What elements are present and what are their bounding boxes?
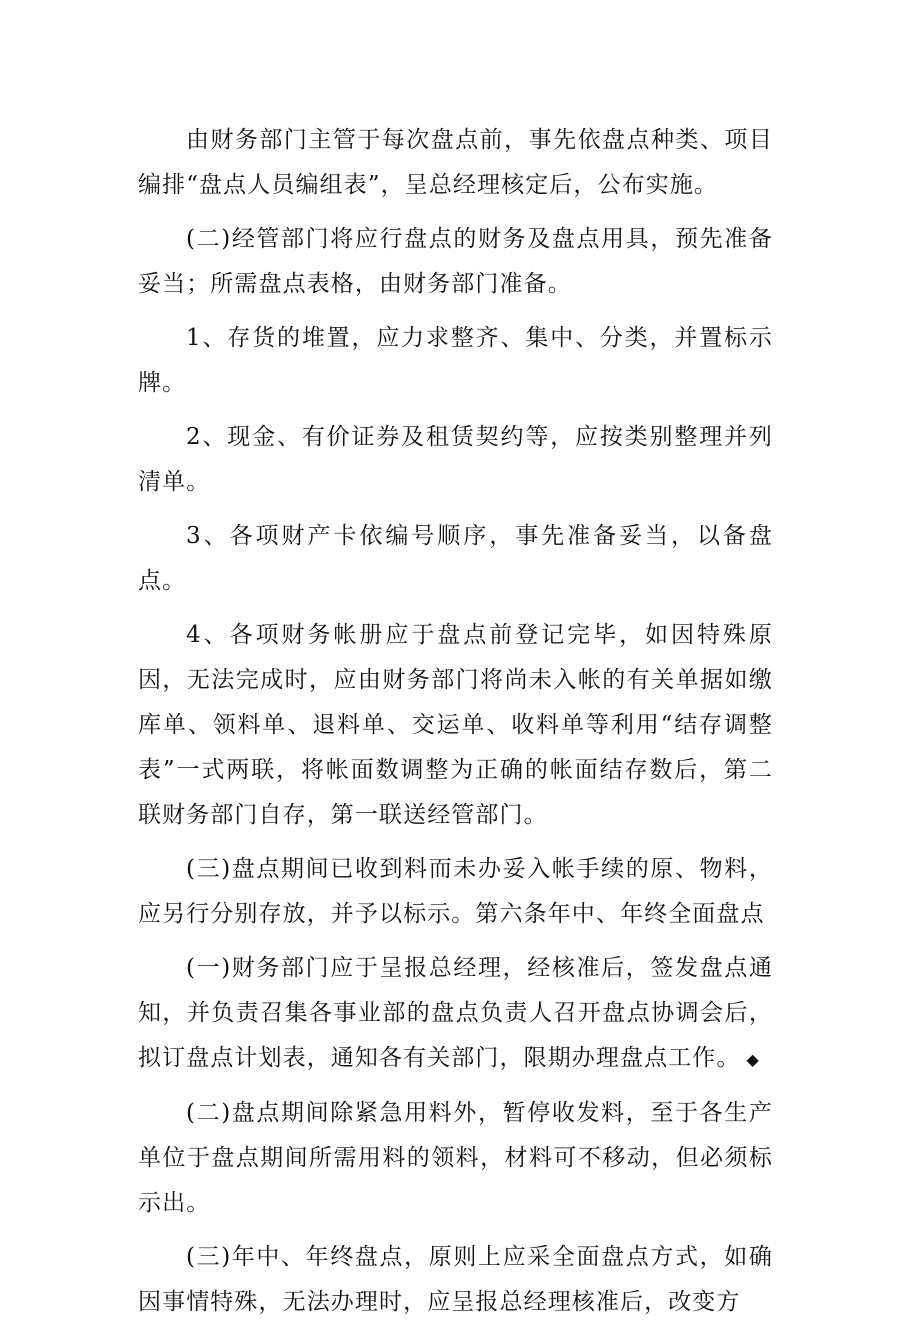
paragraph-7: (三)盘点期间已收到料而未办妥入帐手续的原、物料，应另行分别存放，并予以标示。第六条年中、年终全面盘点	[138, 856, 773, 927]
diamond-bullet-icon: ◆	[746, 1050, 760, 1069]
paragraph-1: 由财务部门主管于每次盘点前，事先依盘点种类、项目编排“盘点人员编组表”，呈总经理核定后，公布实施。	[138, 127, 773, 198]
paragraph-6: 4、各项财务帐册应于盘点前登记完毕，如因特殊原因，无法完成时，应由财务部门将尚未入帐的有关单据如缴库单、领料单、退料单、交运单、收料单等利用“结存调整表”一式两联，将帐面数调整为正确的帐面结存数后，第二联财务部门自存，第一联送经管部门。	[138, 622, 773, 828]
paragraph-5: 3、各项财产卡依编号顺序，事先准备妥当，以备盘点。	[138, 523, 773, 594]
paragraph-2: (二)经管部门将应行盘点的财务及盘点用具，预先准备妥当；所需盘点表格，由财务部门准备。	[138, 226, 773, 297]
paragraph-8	[138, 946, 773, 1082]
paragraph-3: 1、存货的堆置，应力求整齐、集中、分类，并置标示牌。	[138, 325, 773, 396]
paragraph-10: (三)年中、年终盘点，原则上应采全面盘点方式，如确因事情特殊，无法办理时，应呈报总经理核准后，改变方	[138, 1244, 773, 1315]
paragraph-9: (二)盘点期间除紧急用料外，暂停收发料，至于各生产单位于盘点期间所需用料的领料，材料可不移动，但必须标示出。	[138, 1100, 773, 1216]
paragraph-8-text: (一)财务部门应于呈报总经理，经核准后，签发盘点通知，并负责召集各事业部的盘点负责人召开盘点协调会后，拟订盘点计划表，通知各有关部门，限期办理盘点工作。	[138, 955, 773, 1071]
paragraph-4: 2、现金、有价证券及租赁契约等，应按类别整理并列清单。	[138, 424, 773, 495]
